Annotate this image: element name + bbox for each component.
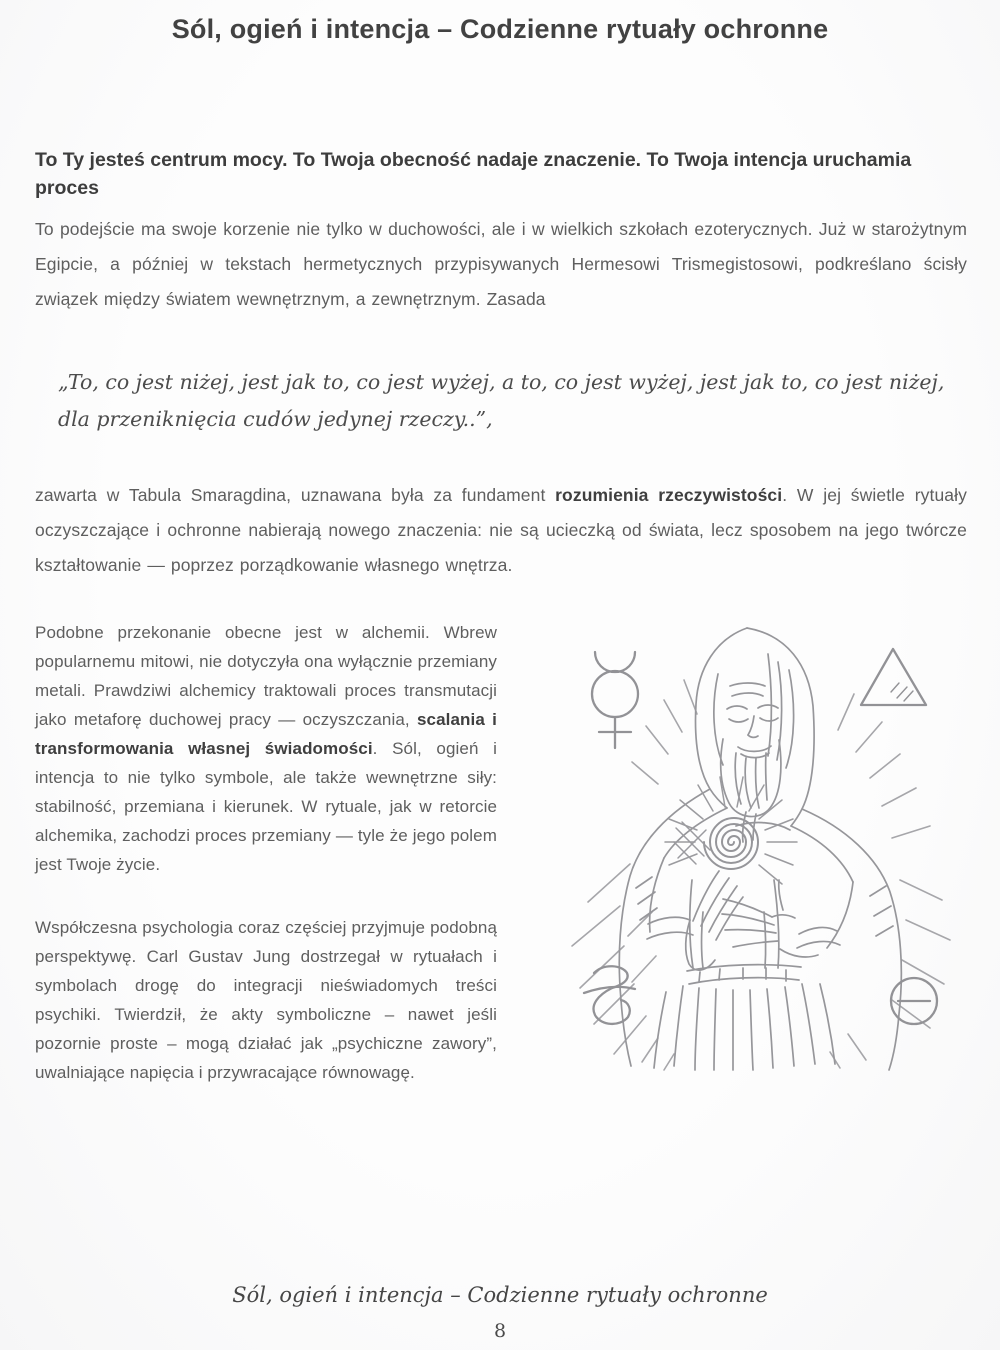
page-number: 8 [493,1320,507,1342]
psychology-paragraph: Współczesna psychologia coraz częściej przyjmuje podobną perspektywę. Carl Gustav Jung dostrzegał w rytuałach i symbolach drogę do integracji nieświadomych treści psychiki. Twierdził, że akty symboliczne – nawet jeśli pozornie proste – mogą działać jak „psychiczne zawory”, uwalniające napięcia i przywracające równowagę. [35,918,497,1082]
alchemy-paragraph [35,618,497,879]
face [727,683,778,758]
page-title: Sól, ogień i intencja – Codzienne rytuały ochronne [171,14,829,44]
right-arm-and-hand [722,880,893,957]
alchemy-text-pre: Podobne przekonanie obecne jest w alchemii. Wbrew popularnemu mitowi, nie dotyczyła ona wyłącznie przemiany metali. Prawdziwi alchemicy traktowali proces transmutacji jako metaforę duchowej pracy — oczyszczania, [35,623,497,729]
hermetic-quote: „To, co jest niżej, jest jak to, co jest wyżej, a to, co jest wyżej, jest jak to, co jest niżej, dla przeniknięcia cudów jedynej rzeczy..”, [58,370,945,431]
alchemical-symbols [584,649,937,1024]
alchemical-glyph-icon [584,966,635,1024]
left-text-column [35,618,497,1121]
tabula-text-pre: zawarta w Tabula Smaragdina, uznawana była za fundament [35,485,556,505]
alchemy-text-bold: scalania i transformowania własnej świadomości [35,710,497,758]
alchemist-illustration-svg [540,612,1000,1072]
chest-spiral [704,818,758,869]
footer-running-title: Sól, ogień i intencja – Codzienne rytuały ochronne [232,1283,768,1307]
robe [619,789,901,1070]
tabula-text-post: . W jej świetle rytuały oczyszczające i ochronne nabierają nowego znaczenia: nie są ucieczką od świata, lecz sposobem na jego twórcze kształtowanie — poprzez porządkowanie własnego wnętrza. [35,485,967,575]
intro-paragraph: To podejście ma swoje korzenie nie tylko w duchowości, ale i w wielkich szkołach ezoterycznych. Już w starożytnym Egipcie, a później w tekstach hermetycznych przypisywanych Hermesowi Trismegistosowi, podkreślano ścisły związek między światem wewnętrznym, a zewnętrznym. Zasada [35,219,967,309]
tabula-text-bold: rozumienia rzeczywistości [555,485,783,505]
monk-figure [619,628,901,1070]
alchemist-illustration [540,612,1000,1072]
alchemy-text-post: . Sól, ogień i intencja to nie tylko symbole, ale także wewnętrzne siły: stabilność, przemiana i kierunek. W rytuale, jak w retorcie alchemika, zachodzi proces przemiany — tyle że jego polem jest Twoje życie. [35,739,497,874]
tabula-paragraph [35,478,967,583]
hood [696,628,815,826]
fire-triangle-icon [861,649,926,705]
section-subheading: To Ty jesteś centrum mocy. To Twoja obecność nadaje znaczenie. To Twoja intencja uruchamia proces [35,149,912,199]
mercury-symbol-icon [592,652,638,748]
belt-and-skirt [654,965,835,1070]
